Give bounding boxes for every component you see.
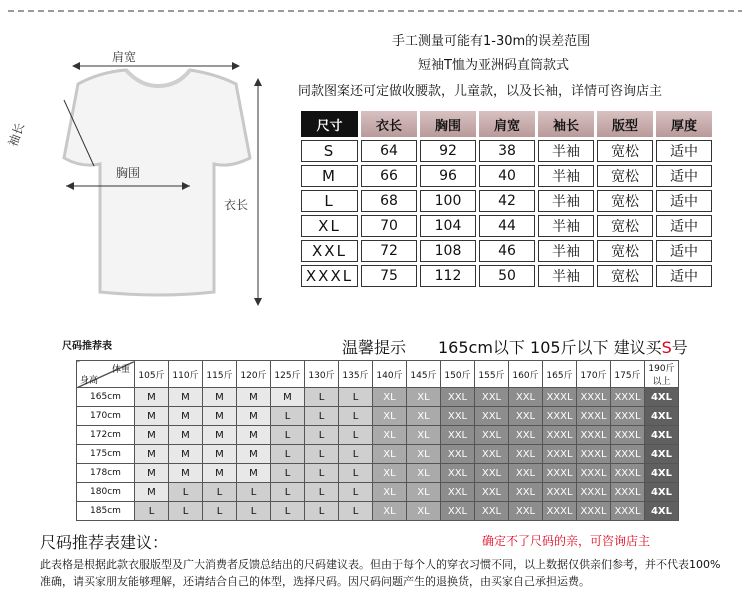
size-tip-size: S	[661, 338, 672, 357]
header-fit: 版型	[597, 111, 653, 137]
recommend-row	[77, 502, 679, 521]
recommend-cell: XL	[373, 407, 407, 426]
advice-contact: 确定不了尺码的亲，可咨询店主	[482, 534, 651, 548]
weight-header: 165斤	[543, 361, 577, 388]
recommend-cell: M	[135, 483, 169, 502]
recommend-cell: XXXL	[611, 483, 645, 502]
size-cell: 64	[361, 140, 417, 162]
recommend-cell: XXL	[475, 407, 509, 426]
weight-header: 110斤	[169, 361, 203, 388]
size-cell: 适中	[656, 140, 712, 162]
recommend-cell: XXXL	[611, 502, 645, 521]
weight-header: 130斤	[305, 361, 339, 388]
header-shoulder: 肩宽	[479, 111, 535, 137]
size-cell: 半袖	[538, 215, 594, 237]
size-table	[298, 108, 715, 290]
recommend-cell: M	[237, 426, 271, 445]
recommend-cell: XXL	[441, 502, 475, 521]
recommend-cell: XXXL	[577, 502, 611, 521]
size-cell: 70	[361, 215, 417, 237]
recommend-cell: XXXL	[611, 426, 645, 445]
height-cell: 165cm	[77, 388, 135, 407]
size-cell: 42	[479, 190, 535, 212]
recommend-cell: M	[203, 464, 237, 483]
weight-header: 190斤以上	[645, 361, 679, 388]
weight-header: 125斤	[271, 361, 305, 388]
size-tip-text: 温馨提示 165cm以下 105斤以下 建议买	[342, 338, 662, 357]
size-cell: 半袖	[538, 140, 594, 162]
length-label: 衣长	[224, 198, 249, 212]
recommend-cell: L	[339, 464, 373, 483]
size-cell: XXL	[301, 240, 358, 262]
size-cell: 96	[420, 165, 476, 187]
size-row	[301, 240, 712, 262]
recommend-cell: XXL	[475, 445, 509, 464]
recommend-cell: L	[339, 426, 373, 445]
recommend-table	[76, 360, 679, 521]
recommend-cell: XXXL	[577, 464, 611, 483]
size-cell: 72	[361, 240, 417, 262]
recommend-cell: M	[237, 407, 271, 426]
recommend-cell: XXL	[475, 483, 509, 502]
size-cell: 50	[479, 265, 535, 287]
recommend-cell: XXL	[509, 445, 543, 464]
recommend-cell: XXL	[441, 388, 475, 407]
weight-header: 160斤	[509, 361, 543, 388]
size-cell: 宽松	[597, 240, 653, 262]
size-cell: 宽松	[597, 190, 653, 212]
chest-label: 胸围	[116, 166, 141, 180]
recommend-cell: M	[169, 407, 203, 426]
recommend-cell: L	[271, 502, 305, 521]
recommend-cell: XXXL	[543, 426, 577, 445]
header-size: 尺寸	[301, 111, 358, 137]
recommend-cell: L	[305, 483, 339, 502]
recommend-cell: M	[135, 464, 169, 483]
recommend-cell: XXXL	[543, 388, 577, 407]
recommend-cell: XXXL	[611, 445, 645, 464]
tshirt-diagram	[0, 18, 290, 318]
recommend-cell: XXL	[441, 445, 475, 464]
recommend-cell: L	[339, 407, 373, 426]
size-cell: 46	[479, 240, 535, 262]
recommend-cell: M	[203, 388, 237, 407]
recommend-cell: M	[203, 426, 237, 445]
recommend-cell: M	[169, 464, 203, 483]
recommend-cell: XXXL	[611, 407, 645, 426]
size-cell: M	[301, 165, 358, 187]
recommend-cell: L	[305, 502, 339, 521]
recommend-title: 尺码推荐表	[62, 341, 112, 352]
recommend-cell: XL	[407, 388, 441, 407]
corner-weight: 体重	[111, 365, 130, 375]
recommend-cell: XXXL	[577, 483, 611, 502]
size-tip-suffix: 号	[671, 338, 688, 357]
weight-header: 170斤	[577, 361, 611, 388]
sleeve-label: 袖长	[5, 120, 28, 149]
header-sleeve: 袖长	[538, 111, 594, 137]
height-cell: 175cm	[77, 445, 135, 464]
recommend-cell: XXXL	[611, 388, 645, 407]
recommend-cell: L	[305, 388, 339, 407]
recommend-cell: M	[135, 426, 169, 445]
recommend-cell: 4XL	[645, 445, 679, 464]
recommend-cell: XXXL	[577, 407, 611, 426]
size-cell: 适中	[656, 240, 712, 262]
height-cell: 178cm	[77, 464, 135, 483]
size-cell: 宽松	[597, 215, 653, 237]
recommend-cell: XL	[373, 426, 407, 445]
recommend-cell: XL	[407, 464, 441, 483]
size-cell: 75	[361, 265, 417, 287]
size-cell: L	[301, 190, 358, 212]
top-divider	[8, 10, 742, 12]
note-style: 短袖T恤为亚洲码直筒款式	[418, 58, 569, 73]
size-cell: XL	[301, 215, 358, 237]
size-cell: 100	[420, 190, 476, 212]
size-cell: 适中	[656, 265, 712, 287]
recommend-row	[77, 483, 679, 502]
note-custom: 同款图案还可定做收腰款，儿童款，以及长袖，详情可咨询店主	[298, 84, 663, 99]
recommend-cell: XXL	[475, 426, 509, 445]
recommend-cell: XXL	[475, 502, 509, 521]
recommend-cell: L	[339, 483, 373, 502]
size-cell: 112	[420, 265, 476, 287]
recommend-cell: M	[169, 445, 203, 464]
recommend-cell: XXXL	[577, 445, 611, 464]
recommend-cell: XXXL	[543, 445, 577, 464]
recommend-cell: XXXL	[543, 483, 577, 502]
recommend-cell: XXXL	[611, 464, 645, 483]
recommend-cell: XXL	[475, 388, 509, 407]
recommend-cell: L	[305, 445, 339, 464]
recommend-cell: XL	[407, 483, 441, 502]
recommend-cell: 4XL	[645, 388, 679, 407]
recommend-cell: L	[271, 445, 305, 464]
recommend-cell: L	[271, 464, 305, 483]
height-cell: 185cm	[77, 502, 135, 521]
recommend-cell: XXXL	[577, 426, 611, 445]
recommend-cell: L	[305, 426, 339, 445]
size-cell: 适中	[656, 190, 712, 212]
size-cell: 宽松	[597, 140, 653, 162]
size-cell: XXXL	[301, 265, 358, 287]
height-cell: 180cm	[77, 483, 135, 502]
weight-header: 135斤	[339, 361, 373, 388]
recommend-cell: XL	[407, 407, 441, 426]
advice-text: 此表格是根据此款衣服版型及广大消费者反馈总结出的尺码建议表。但由于每个人的穿衣习惯不同，以上数据仅供亲们参考，并不代表100%准确，请买家朋友能够理解，还请结合自己的体型，选择尺码。因尺码问题产生的退换货，由买家自己承担运费。	[40, 558, 721, 588]
size-row	[301, 190, 712, 212]
recommend-cell: XXXL	[543, 502, 577, 521]
recommend-row	[77, 426, 679, 445]
recommend-cell: L	[271, 426, 305, 445]
recommend-cell: M	[237, 445, 271, 464]
height-cell: 170cm	[77, 407, 135, 426]
recommend-cell: XL	[407, 502, 441, 521]
recommend-cell: L	[305, 407, 339, 426]
recommend-cell: L	[271, 483, 305, 502]
recommend-cell: XL	[373, 502, 407, 521]
size-row	[301, 265, 712, 287]
recommend-cell: L	[305, 464, 339, 483]
recommend-cell: M	[169, 426, 203, 445]
tshirt-icon	[0, 18, 290, 318]
recommend-cell: XXL	[441, 407, 475, 426]
recommend-cell: M	[169, 388, 203, 407]
recommend-cell: M	[237, 388, 271, 407]
recommend-cell: XXL	[509, 407, 543, 426]
recommend-cell: 4XL	[645, 502, 679, 521]
recommend-cell: XXL	[509, 502, 543, 521]
recommend-cell: L	[169, 483, 203, 502]
recommend-cell: L	[271, 407, 305, 426]
size-cell: 40	[479, 165, 535, 187]
recommend-cell: XXL	[441, 483, 475, 502]
size-cell: 66	[361, 165, 417, 187]
recommend-cell: XXL	[509, 388, 543, 407]
recommend-row	[77, 388, 679, 407]
size-cell: 半袖	[538, 190, 594, 212]
recommend-cell: L	[169, 502, 203, 521]
size-cell: 半袖	[538, 240, 594, 262]
weight-header: 120斤	[237, 361, 271, 388]
recommend-cell: XL	[373, 445, 407, 464]
recommend-row	[77, 407, 679, 426]
recommend-cell: 4XL	[645, 464, 679, 483]
recommend-cell: L	[203, 502, 237, 521]
recommend-header-row	[77, 361, 679, 388]
header-chest: 胸围	[420, 111, 476, 137]
size-cell: 108	[420, 240, 476, 262]
recommend-cell: 4XL	[645, 407, 679, 426]
recommend-cell: XL	[407, 426, 441, 445]
size-cell: 38	[479, 140, 535, 162]
recommend-cell: M	[135, 407, 169, 426]
advice-title: 尺码推荐表建议：	[40, 533, 169, 552]
corner-cell	[77, 361, 135, 388]
weight-header: 115斤	[203, 361, 237, 388]
weight-header: 140斤	[373, 361, 407, 388]
height-cell: 172cm	[77, 426, 135, 445]
size-cell: 44	[479, 215, 535, 237]
size-row	[301, 165, 712, 187]
corner-height: 身高	[80, 376, 99, 386]
weight-header: 145斤	[407, 361, 441, 388]
recommend-cell: L	[237, 483, 271, 502]
header-thickness: 厚度	[656, 111, 712, 137]
recommend-cell: L	[135, 502, 169, 521]
recommend-cell: L	[237, 502, 271, 521]
size-tip	[342, 335, 688, 358]
recommend-cell: XXL	[475, 464, 509, 483]
recommend-cell: XXL	[509, 483, 543, 502]
size-cell: 半袖	[538, 265, 594, 287]
header-length: 衣长	[361, 111, 417, 137]
size-cell: 半袖	[538, 165, 594, 187]
recommend-row	[77, 445, 679, 464]
recommend-cell: XL	[407, 445, 441, 464]
size-cell: 适中	[656, 165, 712, 187]
shoulder-label: 肩宽	[112, 50, 137, 64]
recommend-row	[77, 464, 679, 483]
recommend-cell: XL	[373, 388, 407, 407]
recommend-cell: M	[135, 388, 169, 407]
recommend-cell: M	[203, 445, 237, 464]
recommend-cell: XXXL	[543, 464, 577, 483]
recommend-cell: XXXL	[577, 388, 611, 407]
recommend-cell: L	[203, 483, 237, 502]
size-cell: 104	[420, 215, 476, 237]
recommend-cell: L	[339, 445, 373, 464]
size-cell: 宽松	[597, 265, 653, 287]
size-cell: 宽松	[597, 165, 653, 187]
recommend-cell: XL	[373, 464, 407, 483]
weight-header: 155斤	[475, 361, 509, 388]
recommend-cell: XL	[373, 483, 407, 502]
recommend-cell: L	[339, 388, 373, 407]
size-cell: 适中	[656, 215, 712, 237]
recommend-cell: M	[271, 388, 305, 407]
recommend-cell: XXXL	[543, 407, 577, 426]
recommend-cell: XXL	[509, 464, 543, 483]
size-row	[301, 140, 712, 162]
recommend-cell: XXL	[509, 426, 543, 445]
size-cell: 68	[361, 190, 417, 212]
recommend-cell: L	[339, 502, 373, 521]
note-measure: 手工测量可能有1-30m的误差范围	[392, 34, 591, 49]
recommend-cell: 4XL	[645, 483, 679, 502]
recommend-cell: 4XL	[645, 426, 679, 445]
weight-header: 175斤	[611, 361, 645, 388]
recommend-cell: XXL	[441, 464, 475, 483]
weight-header: 150斤	[441, 361, 475, 388]
size-cell: S	[301, 140, 358, 162]
recommend-cell: M	[203, 407, 237, 426]
recommend-cell: M	[237, 464, 271, 483]
size-table-header	[301, 111, 712, 137]
size-cell: 92	[420, 140, 476, 162]
recommend-cell: M	[135, 445, 169, 464]
recommend-cell: XXL	[441, 426, 475, 445]
weight-header: 105斤	[135, 361, 169, 388]
size-row	[301, 215, 712, 237]
